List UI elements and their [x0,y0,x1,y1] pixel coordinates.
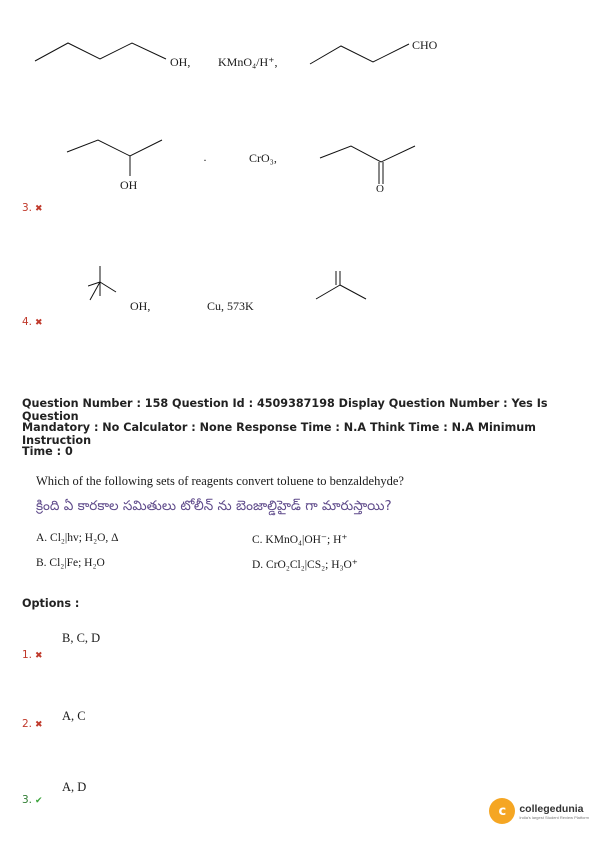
options-heading: Options : [22,597,80,610]
question-meta-line-3: Time : 0 [22,445,73,458]
option-2-marker [22,718,43,730]
reactant-chain-1 [30,35,170,71]
option-number: 2. [22,718,33,730]
option-number: 4. [22,316,33,328]
wrong-cross-icon: ✖ [35,651,43,661]
reagent-kmno4: KMnO₄/H⁺, [218,55,278,69]
reagent-set-a: A. Cl₂|hv; H₂O, Δ [36,532,119,544]
logo-mascot-icon: c [489,798,515,824]
ketone-o-label: O [376,183,384,195]
dot-separator: · [203,153,207,167]
option-number: 1. [22,649,33,661]
product-cho-label: CHO [412,38,438,52]
reactant-secondary-alcohol [62,134,172,179]
brand-name: collegedunia [519,802,584,815]
reagent-set-c: C. KMnO₄|OH⁻; H⁺ [252,534,348,546]
option-1-marker [22,649,43,661]
product-ketone [315,140,425,190]
wrong-cross-icon: ✖ [35,720,43,730]
collegedunia-logo [489,798,589,824]
wrong-cross-icon: ✖ [35,318,43,328]
reagent-set-b: B. Cl₂|Fe; H₂O [36,557,105,569]
option-number: 3. [22,202,33,214]
option-number: 3. [22,794,33,806]
wrong-cross-icon: ✖ [35,204,43,214]
option-3-marker [22,202,43,214]
reactant-oh-label: OH [120,178,138,192]
product-chain-1 [305,40,415,70]
question-english: Which of the following sets of reagents convert toluene to benzaldehyde? [36,474,404,488]
reactant-oh-label: OH, [170,55,191,69]
question-telugu: క్రింది ఏ కారకాల సమితులు టోలీన్ ను బెంజాల్డిహైడ్ గా మారుస్తాయి? [36,498,392,514]
option-4-marker [22,316,43,328]
question-meta-line-1: Question Number : 158 Question Id : 4509387198 Display Question Number : Yes Is Question [22,397,548,423]
option-3-correct-marker [22,794,43,806]
product-alkene [312,267,372,307]
reagent-set-d: D. CrO₂Cl₂|CS₂; H₃O⁺ [252,559,358,571]
reactant-oh-label: OH, [130,299,151,313]
option-2-text: A, C [62,709,86,723]
brand-tagline: India's largest Student Review Platform [519,814,589,820]
reactant-tertiary-alcohol [88,262,133,307]
option-3-text: A, D [62,780,87,794]
option-1-text: B, C, D [62,631,101,645]
reagent-cu-573k: Cu, 573K [207,299,254,313]
reagent-cro3: CrO₃, [249,151,277,165]
correct-check-icon: ✔ [35,796,43,806]
question-meta-line-2: Mandatory : No Calculator : None Response Time : N.A Think Time : N.A Minimum Instruction [22,421,536,447]
